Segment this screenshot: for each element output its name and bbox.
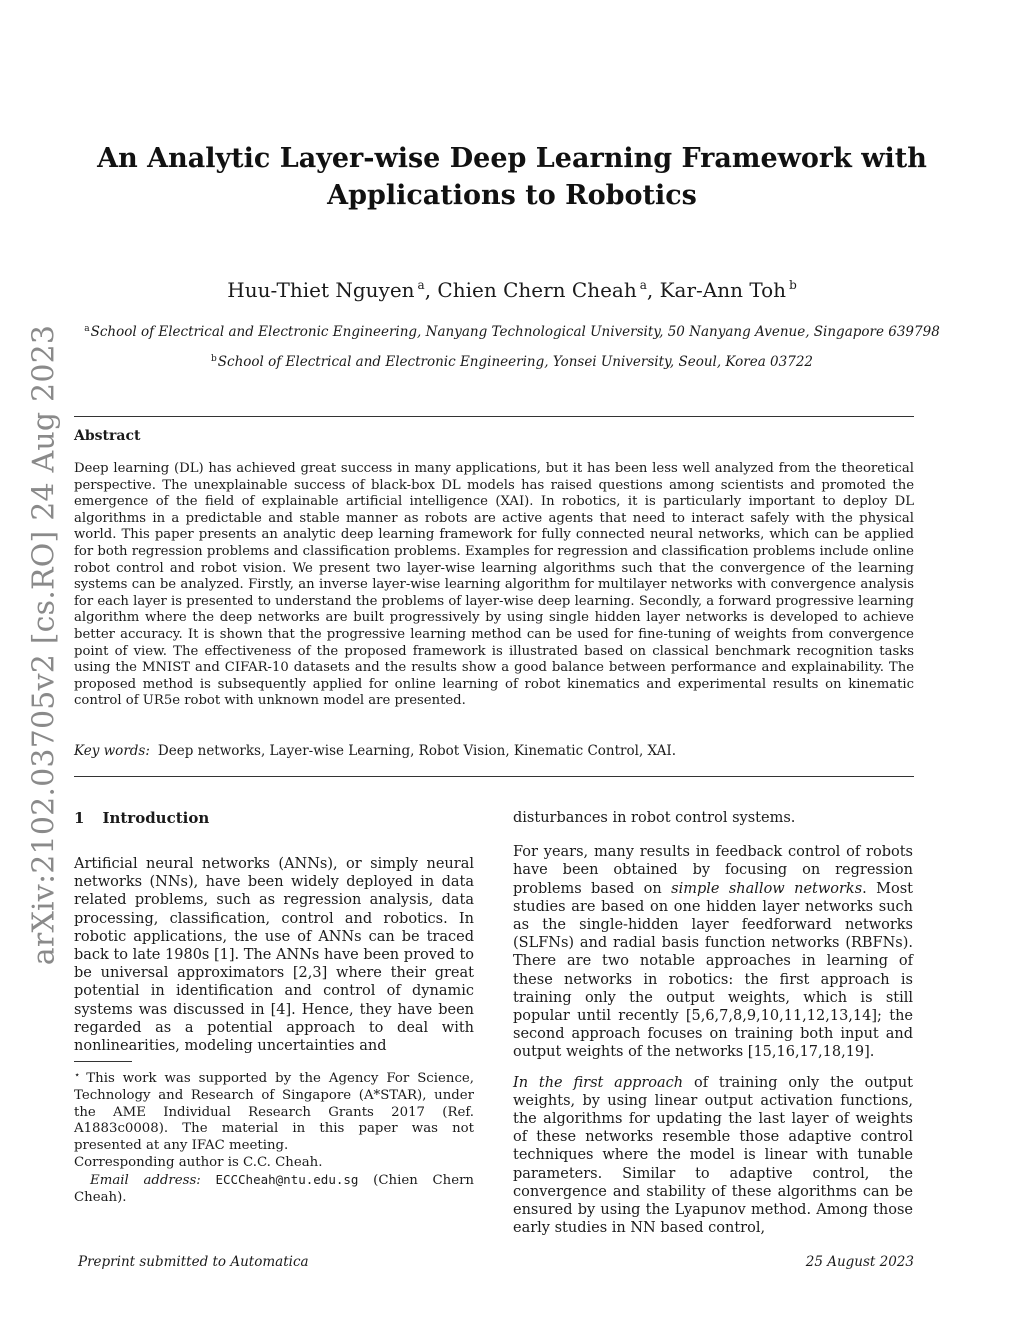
intro-paragraph-1: Artificial neural networks (ANNs), or simply neural networks (NNs), have been widely deployed in data related problems, such as regression analysis, data processing, classification, control and robotics. In robotic applications, the use of ANNs can be traced back to late 1980s [1]. The ANNs have been proved to be universal approximators [2,3] where their great potential in identification and control of dynamic systems was discussed in [4]. Hence, they have been regarded as a potential approach to deal with nonlinearities, modeling uncertainties and xyxy=(74,856,474,1055)
right-column xyxy=(513,809,913,1237)
author-name: Chien Chern Cheah xyxy=(437,278,637,302)
footnote xyxy=(74,1068,474,1206)
author-name: Kar-Ann Toh xyxy=(659,278,787,302)
author-affil-mark: a xyxy=(639,278,647,292)
affiliation-text: School of Electrical and Electronic Engineering, Nanyang Technological University, 50 Nanyang Avenue, Singapore 639798 xyxy=(90,324,940,340)
affiliation-mark: b xyxy=(211,354,217,364)
affiliation-b xyxy=(0,350,1024,371)
author-affil-mark: a xyxy=(417,278,425,292)
section-heading xyxy=(74,809,209,827)
section-number: 1 xyxy=(74,809,85,827)
footnote-email xyxy=(74,1172,474,1207)
abstract-bottom-rule xyxy=(74,776,914,777)
author-list xyxy=(0,272,1024,303)
footer-date: 25 August 2023 xyxy=(805,1254,914,1270)
author-separator: , xyxy=(424,278,438,302)
right-p1-text-cont: . Most studies are based on one hidden layer networks such as the single-hidden layer feedforward networks (SLFNs) and radial basis function networks (RBFNs). There are two notable approaches in learning of these networks in robotics: the first approach is training only the output weights, which is still popular until recently [5,6,7,8,9,10,11,12,13,14]; the second approach focuses on training both input and output weights of the networks [15,16,17,18,19]. xyxy=(513,880,914,1061)
left-column xyxy=(74,855,474,1055)
affiliation-text: School of Electrical and Electronic Engineering, Yonsei University, Seoul, Korea 03722 xyxy=(217,354,813,370)
keywords-label: Key words: xyxy=(74,743,150,759)
title-line-1: An Analytic Layer-wise Deep Learning Framework with xyxy=(97,143,927,174)
keywords-text: Deep networks, Layer-wise Learning, Robot Vision, Kinematic Control, XAI. xyxy=(157,743,677,759)
arxiv-stamp-text: arXiv:2102.03705v2 [cs.RO] 24 Aug 2023 xyxy=(26,324,62,966)
right-paragraph-1 xyxy=(513,843,913,1061)
author-affil-mark: b xyxy=(789,278,797,292)
abstract-heading: Abstract xyxy=(74,428,141,444)
abstract-body: Deep learning (DL) has achieved great success in many applications, but it has been less well analyzed from the theoretical perspective. The unexplainable success of black-box DL models has raised questions among scientists and promoted the emergence of the field of explainable artificial intelligence (XAI). In robotics, it is particularly important to deploy DL algorithms in a predictable and stable manner as robots are active agents that need to interact safely with the physical world. This paper presents an analytic deep learning framework for fully connected neural networks, which can be applied for both regression problems and classification problems. Examples for regression and classification problems include online robot control and robot vision. We present two layer-wise learning algorithms such that the convergence of the learning systems can be analyzed. Firstly, an inverse layer-wise learning algorithm for multilayer networks with convergence analysis for each layer is presented to understand the problems of layer-wise deep learning. Secondly, a forward progressive learning algorithm where the deep networks are built progressively by using single hidden layer networks is developed to achieve better accuracy. It is shown that the progressive learning method can be used for fine-tuning of weights from convergence point of view. The effectiveness of the proposed framework is illustrated based on classical benchmark recognition tasks using the MNIST and CIFAR-10 datasets and the results show a good balance between performance and explainability. The proposed method is subsequently applied for online learning of robot kinematics and experimental results on kinematic control of UR5e robot with unknown model are presented. xyxy=(74,461,914,709)
author-name: Huu-Thiet Nguyen xyxy=(227,278,415,302)
email-address[interactable]: ECCCheah@ntu.edu.sg xyxy=(215,1171,359,1187)
keywords xyxy=(74,743,914,760)
section-title: Introduction xyxy=(102,809,210,827)
footnote-corresponding: Corresponding author is C.C. Cheah. xyxy=(74,1154,323,1170)
right-p2-emphasis: In the first approach xyxy=(513,1074,684,1091)
email-suffix: (Chien Chern Cheah). xyxy=(74,1172,474,1205)
footnote-star-icon: ⋆ xyxy=(74,1070,81,1081)
affiliation-mark: a xyxy=(84,324,90,334)
paper-title xyxy=(0,140,1024,214)
right-p1-text: For years, many results in feedback control of robots have been obtained by focusing on regression problems based on xyxy=(513,844,913,897)
footnote-funding-text: This work was supported by the Agency For Science, Technology and Research of Singapore (A*STAR), under the AME Individual Research Grants 2017 (Ref. A1883c0008). The material in this paper was not presented at any IFAC meeting. xyxy=(74,1071,474,1154)
footnote-rule xyxy=(74,1061,132,1062)
author-separator: , xyxy=(646,278,660,302)
right-paragraph-0: disturbances in robot control systems. xyxy=(513,810,796,826)
title-line-2: Applications to Robotics xyxy=(327,180,697,211)
affiliation-a xyxy=(0,320,1024,341)
email-label: Email address: xyxy=(90,1172,201,1188)
right-p1-emphasis: simple shallow networks xyxy=(671,880,863,897)
footer-journal: Preprint submitted to Automatica xyxy=(78,1254,309,1270)
right-p2-text: of training only the output weights, by using linear output activation functions, the algorithms for updating the last layer of weights of these networks resemble those adaptive control techniques where the model is linear with tunable parameters. Similar to adaptive control, the convergence and stability of these algorithms can be ensured by using the Lyapunov method. Among those early studies in NN based control, xyxy=(513,1074,913,1237)
right-paragraph-2 xyxy=(513,1074,913,1238)
abstract-top-rule xyxy=(74,416,914,417)
footnote-funding xyxy=(74,1068,474,1155)
